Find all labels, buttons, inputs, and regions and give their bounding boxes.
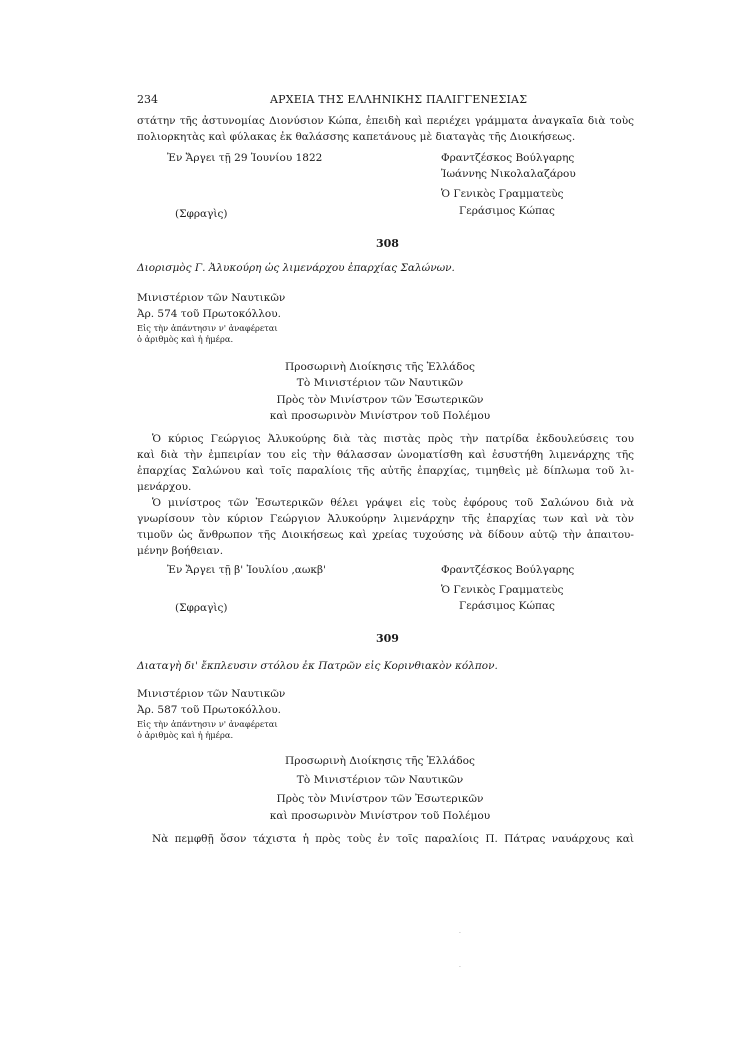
doc-308-address: Προσωρινὴ Διοίκησις τῆς Ἑλλάδος <box>285 361 475 373</box>
doc-309-address: Πρὸς τὸν Μινίστρον τῶν Ἐσωτερικῶν <box>276 793 484 805</box>
prev-signer: Ἰωάννης Νικολαλαζάρου <box>441 168 576 180</box>
prev-date-line: Ἐν Ἄργει τῇ 29 Ἰουνίου 1822 <box>167 152 323 164</box>
doc-309-number: 309 <box>376 632 399 645</box>
doc-308-body-line: τιμοῦν ὡς ἄνθρωπον τῆς Διοικήσεως καὶ χρείας τυχούσης νὰ δίδουν αὐτῷ τὴν ἀπαιτου- <box>137 529 634 541</box>
doc-308-summary: Διορισμὸς Γ. Ἀλυκούρη ὡς λιμενάρχου ἐπαρχίας Σαλώνων. <box>137 262 455 274</box>
doc-308-address: καὶ προσωρινὸν Μινίστρον τοῦ Πολέμου <box>269 410 491 422</box>
doc-308-body-line: καὶ διὰ τὴν ἐμπειρίαν του εἰς τὴν θάλασσαν ὠνοματίσθη καὶ ἐσυστήθη λιμενάρχης τῆς <box>137 449 634 461</box>
doc-308-signer: Φραντζέσκος Βούλγαρης <box>441 564 575 576</box>
running-title: ΑΡΧΕΙΑ ΤΗΣ ΕΛΛΗΝΙΚΗΣ ΠΑΛΙΓΓΕΝΕΣΙΑΣ <box>270 93 528 106</box>
doc-308-body-line: ἐπαρχίας Σαλώνου καὶ τοῖς παραλίοις τῆς αὐτῆς ἐπαρχίας, τιμηθεὶς μὲ δίπλωμα τοῦ λι- <box>137 465 634 477</box>
doc-309-summary: Διαταγὴ δι' ἔκπλευσιν στόλου ἐκ Πατρῶν εἰς Κορινθιακὸν κόλπον. <box>137 660 498 672</box>
prev-secretary-title: Ὁ Γενικὸς Γραμματεὺς <box>441 188 564 200</box>
prev-signer: Φραντζέσκος Βούλγαρης <box>441 152 575 164</box>
doc-308-reply-note: ὁ ἀριθμὸς καὶ ἡ ἡμέρα. <box>137 334 234 344</box>
doc-308-ministry: Μινιστέριον τῶν Ναυτικῶν <box>137 292 286 304</box>
prev-para-line: πολιορκητὰς καὶ φύλακας ἐκ θαλάσσης καπετάνους μὲ διαταγὰς τῆς Διοικήσεως. <box>137 131 576 143</box>
page-number: 234 <box>137 93 158 106</box>
doc-308-body-line: Ὁ κύριος Γεώργιος Ἀλυκούρης διὰ τὰς πιστὰς πρὸς τὴν πατρίδα ἐκδουλεύσεις του <box>152 433 634 445</box>
doc-309-address: Τὸ Μινιστέριον τῶν Ναυτικῶν <box>296 774 464 786</box>
doc-309-address: Προσωρινὴ Διοίκησις τῆς Ἑλλάδος <box>285 755 475 767</box>
doc-308-secretary-title: Ὁ Γενικὸς Γραμματεὺς <box>441 584 564 596</box>
doc-308-address: Τὸ Μινιστέριον τῶν Ναυτικῶν <box>296 377 464 389</box>
scan-speck: · <box>459 964 461 971</box>
doc-308-date-line: Ἐν Ἄργει τῇ β' Ἰουλίου ,αωκβ' <box>167 564 326 576</box>
doc-309-protocol: Ἀρ. 587 τοῦ Πρωτοκόλλου. <box>137 704 281 716</box>
doc-308-body-line: γνωρίσουν τὸν κύριον Γεώργιον Ἀλυκούρην λιμενάρχην τῆς ἐπαρχίας των καὶ νὰ τὸν <box>137 513 634 525</box>
doc-308-seal: (Σφραγὶς) <box>175 602 228 614</box>
prev-seal: (Σφραγὶς) <box>175 208 228 220</box>
doc-309-reply-note: ὁ ἀριθμὸς καὶ ἡ ἡμέρα. <box>137 730 234 740</box>
doc-308-address: Πρὸς τὸν Μινίστρον τῶν Ἐσωτερικῶν <box>276 394 484 406</box>
doc-308-body-line: Ὁ μινίστρος τῶν Ἐσωτερικῶν θέλει γράψει εἰς τοὺς ἐφόρους τοῦ Σαλώνου διὰ νὰ <box>152 497 634 509</box>
prev-para-line: στάτην τῆς ἀστυνομίας Διονύσιον Κώπα, ἐπειδὴ καὶ περιέχει γράμματα ἀναγκαῖα διὰ τοὺς <box>137 115 634 127</box>
doc-309-address: καὶ προσωρινὸν Μινίστρον τοῦ Πολέμου <box>269 810 491 822</box>
doc-308-body-line: μενάρχου. <box>137 481 192 493</box>
doc-308-number: 308 <box>376 237 399 250</box>
doc-308-secretary-name: Γεράσιμος Κώπας <box>459 600 555 612</box>
scan-speck: · <box>459 930 461 937</box>
doc-308-body-line: μένην βοήθειαν. <box>137 545 224 557</box>
doc-309-ministry: Μινιστέριον τῶν Ναυτικῶν <box>137 688 286 700</box>
doc-308-reply-note: Εἰς τὴν ἀπάντησιν ν' ἀναφέρεται <box>137 323 278 333</box>
prev-secretary-name: Γεράσιμος Κώπας <box>459 205 555 217</box>
doc-308-protocol: Ἀρ. 574 τοῦ Πρωτοκόλλου. <box>137 308 281 320</box>
doc-309-reply-note: Εἰς τὴν ἀπάντησιν ν' ἀναφέρεται <box>137 719 278 729</box>
doc-309-body-line: Νὰ πεμφθῇ ὅσον τάχιστα ἡ πρὸς τοὺς ἐν τοῖς παραλίοις Π. Πάτρας ναυάρχους καὶ <box>152 833 634 845</box>
